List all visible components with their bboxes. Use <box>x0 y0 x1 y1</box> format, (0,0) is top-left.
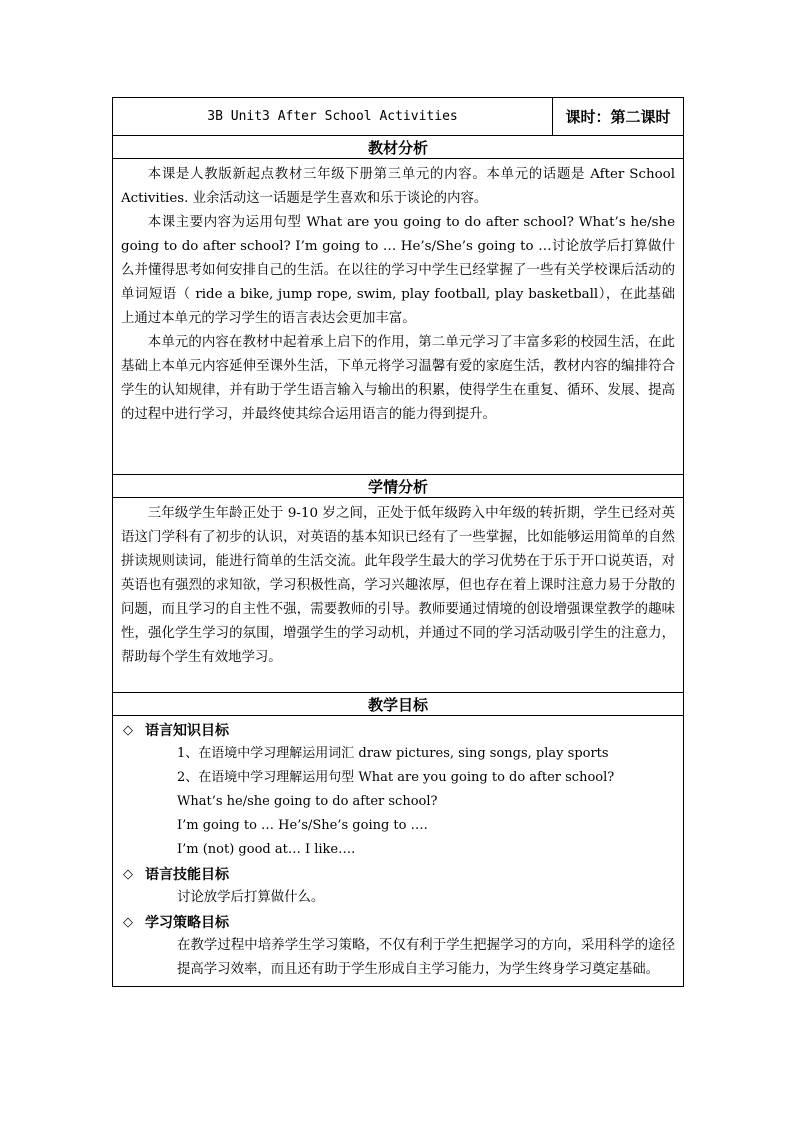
student-analysis-heading: 学情分析 <box>113 474 683 497</box>
student-analysis-body <box>113 497 683 692</box>
strategy-goal-title: 学习策略目标 <box>145 915 229 931</box>
knowledge-goal-heading <box>121 718 675 742</box>
material-paragraph: 本单元的内容在教材中起着承上启下的作用，第二单元学习了丰富多彩的校园生活，在此基础上本单元内容延伸至课外生活，下单元将学习温馨有爱的家庭生活，教材内容的编排符合学生的认知规律，并有助于学生语言输入与输出的积累，使得学生在重复、循环、发展、提高的过程中进行学习，并最终使其综合运用语言的能力得到提升。 <box>121 335 675 422</box>
title-row <box>113 98 683 135</box>
diamond-bullet-icon: ◇ <box>123 722 133 738</box>
lesson-period: 课时：第二课时 <box>565 108 671 126</box>
material-analysis-body <box>113 158 683 474</box>
material-paragraph: 本课主要内容为运用句型 What are you going to do after school? What’s he/she going to do after school? I’m going to … He’s/She’s going to …讨论放学后打算做什么并懂得思考如何安排自己的生活。在以往的学习中学生已经掌握了一些有关学校课后活动的单词短语（ ride a bike, jump rope, swim, play football, play basketball），在此基础上通过本单元的学习学生的语言表达会更加丰富。 <box>121 215 675 326</box>
knowledge-line: What’s he/she going to do after school? <box>177 794 438 809</box>
strategy-goal-text: 在教学过程中培养学生学习策略，不仅有利于学生把握学习的方向，采用科学的途径提高学习效率，而且还有助于学生形成自主学习能力，为学生终身学习奠定基础。 <box>177 938 675 977</box>
skills-goal-title: 语言技能目标 <box>145 867 229 883</box>
knowledge-goal-title: 语言知识目标 <box>145 723 229 739</box>
knowledge-line: I’m (not) good at… I like…. <box>177 842 356 857</box>
teaching-goals-body <box>113 715 683 986</box>
student-paragraph: 三年级学生年龄正处于 9-10 岁之间，正处于低年级跨入中年级的转折期，学生已经对英语这门学科有了初步的认识，对英语的基本知识已经有了一些掌握，比如能够运用简单的自然拼读规则读词，能进行简单的生活交流。此年段学生最大的学习优势在于乐于开口说英语，对英语也有强烈的求知欲，学习积极性高，学习兴趣浓厚，但也存在着上课时注意力易于分散的问题，而且学习的自主性不强，需要教师的引导。教师要通过情境的创设增强课堂教学的趣味性，强化学生学习的氛围，增强学生的学习动机，并通过不同的学习活动吸引学生的注意力，帮助每个学生有效地学习。 <box>121 506 675 665</box>
skills-goal-text: 讨论放学后打算做什么。 <box>177 890 325 905</box>
lesson-plan-table <box>112 97 684 987</box>
knowledge-line: I’m going to … He’s/She’s going to …. <box>177 818 428 833</box>
skills-goal-heading <box>121 862 675 886</box>
teaching-goals-heading: 教学目标 <box>113 692 683 715</box>
diamond-bullet-icon: ◇ <box>123 914 133 930</box>
strategy-goal-heading <box>121 910 675 934</box>
material-paragraph: 本课是人教版新起点教材三年级下册第三单元的内容。本单元的话题是 After School Activities. 业余活动这一话题是学生喜欢和乐于谈论的内容。 <box>121 167 675 206</box>
unit-title: 3B Unit3 After School Activities <box>113 98 553 135</box>
knowledge-item: 2、在语境中学习理解运用句型 What are you going to do after school? <box>177 770 615 785</box>
knowledge-item: 1、在语境中学习理解运用词汇 draw pictures, sing songs, play sports <box>177 746 609 761</box>
diamond-bullet-icon: ◇ <box>123 866 133 882</box>
material-analysis-heading: 教材分析 <box>113 135 683 158</box>
